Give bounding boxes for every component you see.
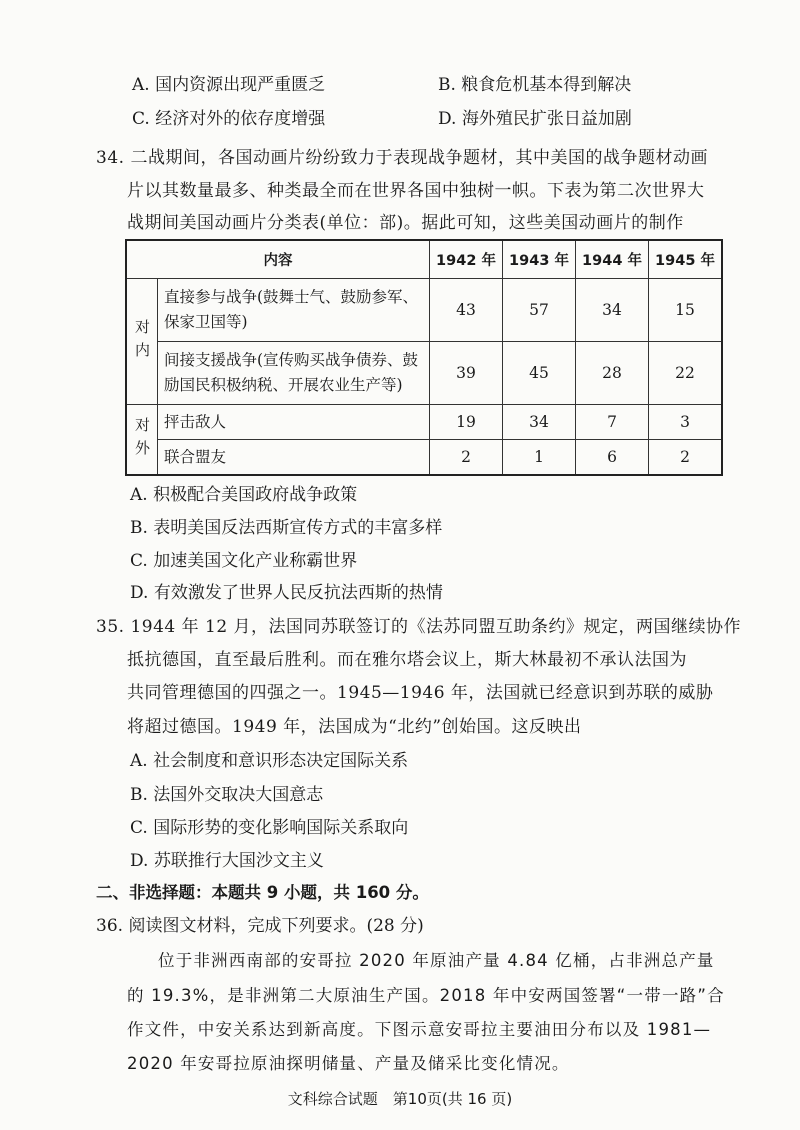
q36-title: 36. 阅读图文材料，完成下列要求。(28 分) — [96, 916, 424, 936]
q33-option-b: B. 粮食危机基本得到解决 — [438, 75, 632, 95]
q36-paragraph-line-1: 位于非洲西南部的安哥拉 2020 年原油产量 4.84 亿桶，占非洲总产量 — [158, 951, 715, 970]
q36-paragraph-line-4: 2020 年安哥拉原油探明储量、产量及储采比变化情况。 — [127, 1054, 570, 1073]
q34-option-c: C. 加速美国文化产业称霸世界 — [130, 551, 358, 571]
row-description-line: 间接支援战争(宣传购买战争债券、鼓 — [164, 351, 419, 369]
q33-option-a: A. 国内资源出现严重匮乏 — [132, 75, 326, 95]
row-description — [158, 342, 430, 405]
q34-option-d: D. 有效激发了世界人民反抗法西斯的热情 — [130, 583, 443, 603]
group-label-external: 对外 — [126, 405, 158, 476]
table-cell: 57 — [503, 279, 576, 342]
table-cell: 2 — [430, 440, 503, 476]
group-label-internal: 对内 — [126, 279, 158, 405]
table-cell: 6 — [576, 440, 649, 476]
q35-option-c: C. 国际形势的变化影响国际关系取向 — [130, 818, 409, 838]
table-cell: 34 — [503, 405, 576, 440]
table-row — [126, 279, 722, 342]
row-description — [158, 279, 430, 342]
q36-paragraph-line-3: 作文件，中安关系达到新高度。下图示意安哥拉主要油田分布以及 1981— — [127, 1020, 712, 1039]
row-description-line: 励国民积极纳税、开展农业生产等) — [164, 376, 403, 394]
q35-option-d: D. 苏联推行大国沙文主义 — [130, 851, 324, 871]
section-heading: 二、非选择题：本题共 9 小题，共 160 分。 — [96, 883, 429, 902]
table-cell: 39 — [430, 342, 503, 405]
table-cell: 2 — [649, 440, 723, 476]
q34-stem-line-1: 34. 二战期间，各国动画片纷纷致力于表现战争题材，其中美国的战争题材动画 — [96, 148, 708, 168]
q35-stem-line-3: 共同管理德国的四强之一。1945—1946 年，法国就已经意识到苏联的威胁 — [127, 683, 714, 703]
table-cell: 1 — [503, 440, 576, 476]
q34-option-b: B. 表明美国反法西斯宣传方式的丰富多样 — [130, 518, 443, 538]
row-description-line: 保家卫国等) — [164, 313, 248, 331]
page-footer: 文科综合试题 第10页(共 16 页) — [287, 1090, 513, 1108]
row-description-line: 直接参与战争(鼓舞士气、鼓励参军、 — [164, 288, 419, 306]
table-header-year: 1943 年 — [503, 240, 576, 279]
row-description: 抨击敌人 — [158, 405, 430, 440]
q33-option-d: D. 海外殖民扩张日益加剧 — [438, 109, 632, 129]
table-row — [126, 440, 722, 476]
table-header-year: 1945 年 — [649, 240, 723, 279]
q34-stem-line-3: 战期间美国动画片分类表(单位：部)。据此可知，这些美国动画片的制作 — [127, 213, 684, 233]
q33-option-c: C. 经济对外的依存度增强 — [132, 109, 326, 129]
q35-option-a: A. 社会制度和意识形态决定国际关系 — [130, 751, 409, 771]
q34-data-table — [125, 239, 723, 476]
table-cell: 34 — [576, 279, 649, 342]
q35-option-b: B. 法国外交取决大国意志 — [130, 785, 324, 805]
table-cell: 7 — [576, 405, 649, 440]
table-cell: 28 — [576, 342, 649, 405]
table-row — [126, 342, 722, 405]
q35-stem-line-1: 35. 1944 年 12 月，法国同苏联签订的《法苏同盟互助条约》规定，两国继续协作 — [96, 617, 742, 637]
q34-option-a: A. 积极配合美国政府战争政策 — [130, 485, 358, 505]
row-description: 联合盟友 — [158, 440, 430, 476]
table-header-content: 内容 — [126, 240, 430, 279]
table-cell: 3 — [649, 405, 723, 440]
table-cell: 15 — [649, 279, 723, 342]
table-cell: 45 — [503, 342, 576, 405]
table-cell: 19 — [430, 405, 503, 440]
table-cell: 43 — [430, 279, 503, 342]
q35-stem-line-4: 将超过德国。1949 年，法国成为“北约”创始国。这反映出 — [127, 717, 582, 737]
q34-stem-line-2: 片以其数量最多、种类最全而在世界各国中独树一帜。下表为第二次世界大 — [127, 181, 705, 201]
table-row — [126, 405, 722, 440]
q35-stem-line-2: 抵抗德国，直至最后胜利。而在雅尔塔会议上，斯大林最初不承认法国为 — [127, 650, 687, 670]
table-cell: 22 — [649, 342, 723, 405]
table-header-year: 1942 年 — [430, 240, 503, 279]
q36-paragraph-line-2: 的 19.3%，是非洲第二大原油生产国。2018 年中安两国签署“一带一路”合 — [127, 986, 725, 1005]
table-header-year: 1944 年 — [576, 240, 649, 279]
